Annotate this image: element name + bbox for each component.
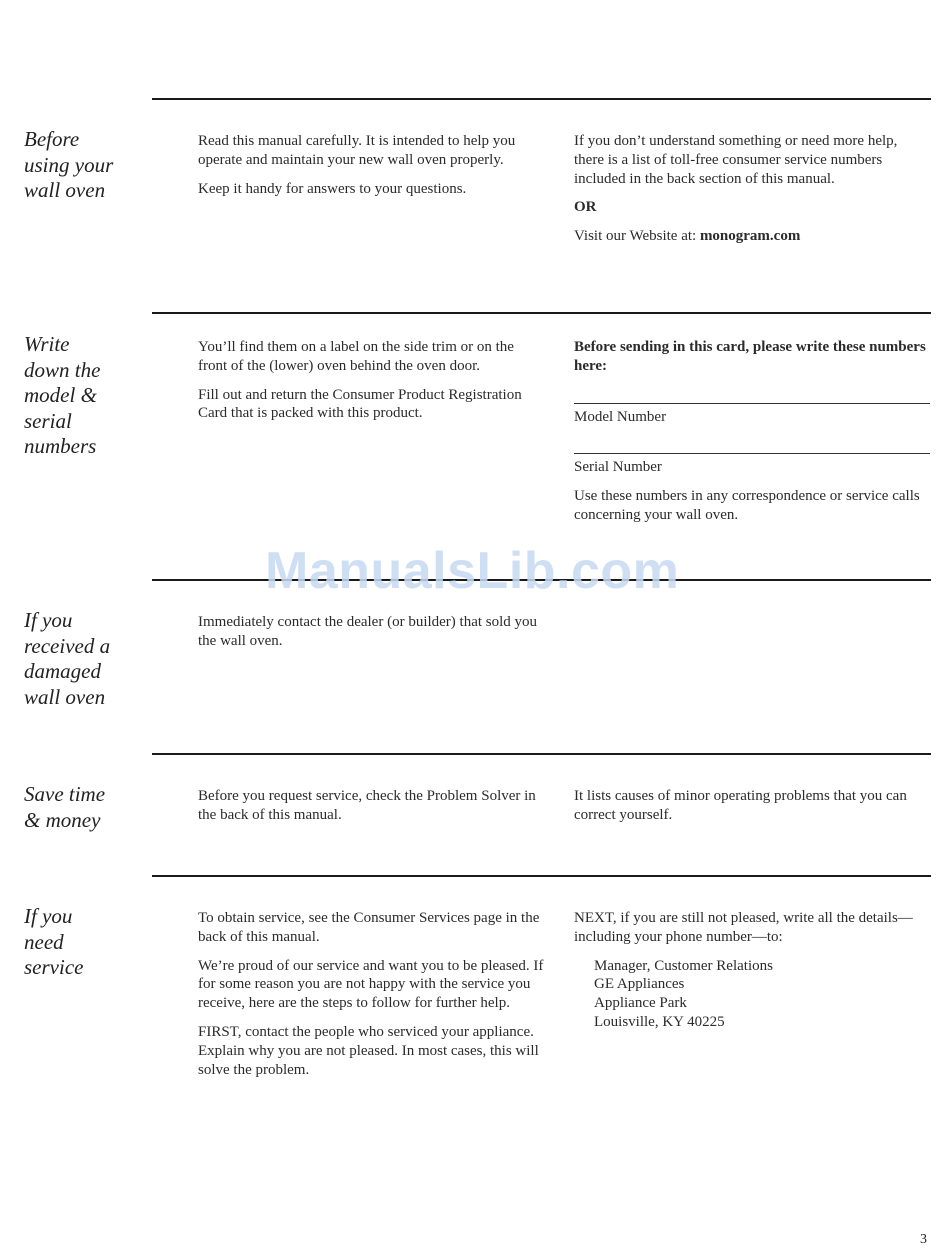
watermark: ManualsLib.com (265, 542, 680, 600)
mailing-address: Manager, Customer Relations GE Appliances Appliance Park Louisville, KY 40225 (594, 957, 773, 1030)
serial-number-line[interactable] (574, 453, 930, 454)
section-divider (152, 753, 931, 755)
serial-number-label: Serial Number (574, 459, 662, 476)
paragraph: Use these numbers in any correspondence or service calls concerning your wall oven. (574, 488, 920, 523)
paragraph: It lists causes of minor operating problems that you can correct yourself. (574, 788, 907, 823)
section-left-column (198, 613, 546, 661)
section-divider (152, 312, 931, 314)
paragraph: Read this manual carefully. It is intended to help you operate and maintain your new wall oven properly. (198, 133, 516, 168)
section-heading-need-service: If you need service (24, 904, 84, 979)
section-left-column (198, 338, 546, 433)
paragraph: FIRST, contact the people who serviced your appliance. Explain why you are not pleased. In most cases, this will solve the problem. (198, 1023, 539, 1078)
section-left-column (198, 787, 546, 835)
paragraph: Fill out and return the Consumer Product Registration Card that is packed with this product. (198, 386, 522, 422)
paragraph: We’re proud of our service and want you to be pleased. If for some reason you are not happy with the service you receive, here are the steps to follow for further help. (198, 957, 544, 1012)
card-instruction: Before sending in this card, please write these numbers here: (574, 339, 926, 374)
paragraph: Immediately contact the dealer (or builder) that sold you the wall oven. (198, 614, 538, 649)
section-heading-damaged: If you received a damaged wall oven (24, 608, 111, 709)
section-right-column (574, 338, 930, 535)
section-left-column (198, 132, 546, 208)
section-heading-before-using: Before using your wall oven (24, 127, 114, 202)
paragraph: To obtain service, see the Consumer Services page in the back of this manual. (198, 910, 540, 945)
section-divider (152, 875, 931, 877)
paragraph: If you don’t understand something or need more help, there is a list of toll-free consumer service numbers included in the back section of this manual. (574, 133, 898, 187)
page-number: 3 (920, 1232, 927, 1247)
section-heading-save-time: Save time & money (24, 782, 106, 832)
model-number-line[interactable] (574, 403, 930, 404)
section-left-column (198, 909, 546, 1089)
website-line: Visit our Website at: monogram.com (574, 228, 801, 245)
or-label: OR (574, 199, 597, 216)
paragraph: Before you request service, check the Problem Solver in the back of this manual. (198, 788, 536, 823)
paragraph: Keep it handy for answers to your questions. (198, 180, 467, 197)
section-right-column (574, 132, 930, 256)
website-link[interactable]: monogram.com (699, 228, 801, 245)
model-number-label: Model Number (574, 408, 667, 425)
section-right-column (574, 787, 930, 835)
section-divider (152, 98, 931, 100)
section-heading-model-serial: Write down the model & serial numbers (24, 332, 101, 458)
paragraph: NEXT, if you are still not pleased, write all the details—including your phone number—to: (574, 910, 913, 945)
paragraph: You’ll find them on a label on the side trim or on the front of the (lower) oven behind the oven door. (198, 339, 514, 374)
section-right-column (574, 909, 930, 1032)
